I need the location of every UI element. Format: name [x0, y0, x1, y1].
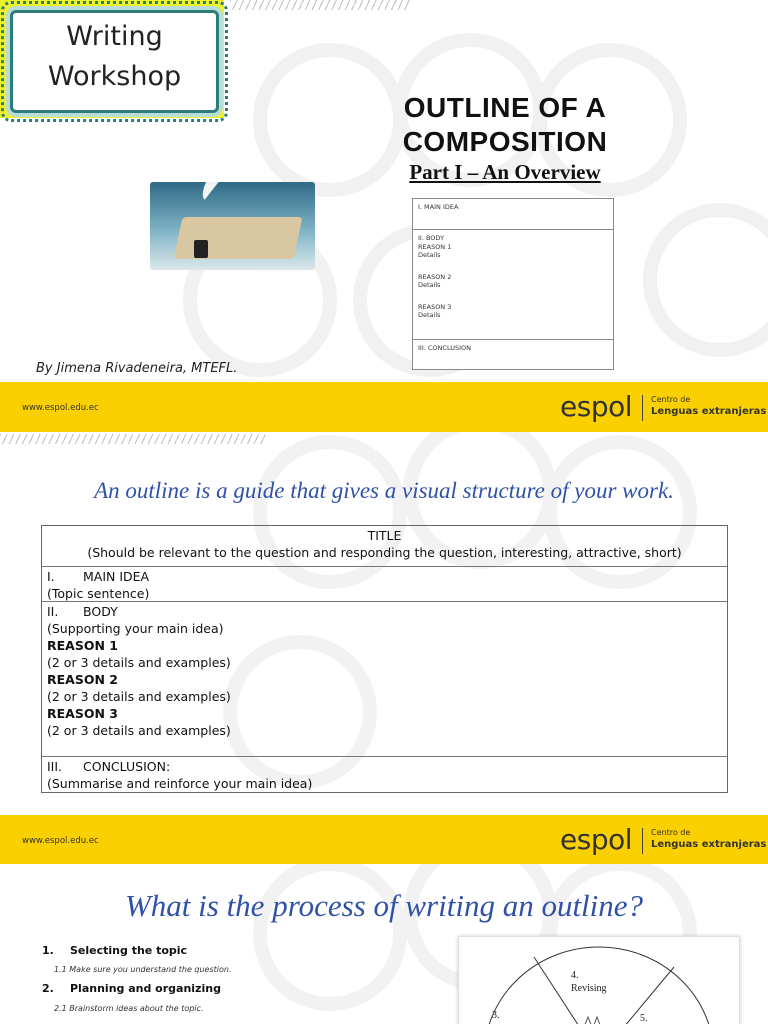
- slide-subtitle: Part I – An Overview: [409, 160, 601, 184]
- outline-template-table: [41, 525, 728, 793]
- diagram-label-3: 3.: [492, 1010, 500, 1021]
- reason-1-note: (2 or 3 details and examples): [47, 655, 231, 670]
- hatch-divider: [0, 434, 265, 444]
- badge-line-2: Workshop: [47, 61, 182, 92]
- logo-subtitle-1: Centro de: [651, 395, 691, 404]
- footer-url[interactable]: www.espol.edu.ec: [22, 836, 99, 846]
- badge-frame: [10, 10, 219, 113]
- slide-title-line-1: OUTLINE OF A: [403, 92, 607, 123]
- body-num: II.: [47, 604, 59, 619]
- mini-body-1: REASON 1: [418, 243, 452, 251]
- title-note: (Should be relevant to the question and responding the question, interesting, attractive, short): [87, 545, 682, 560]
- step-1-num: 1.: [42, 944, 54, 957]
- mini-body-5: REASON 3: [418, 303, 452, 311]
- diagram-label-4-num: 4.: [571, 970, 579, 981]
- step-1: [42, 944, 187, 957]
- main-idea-cell: [42, 567, 727, 602]
- author-credit: By Jimena Rivadeneira, MTEFL.: [36, 361, 238, 376]
- parchment-shape: [174, 217, 303, 259]
- hatch-divider: [230, 0, 410, 10]
- body-note: (Supporting your main idea): [47, 621, 224, 636]
- reason-2-note: (2 or 3 details and examples): [47, 689, 231, 704]
- main-idea-num: I.: [47, 569, 55, 584]
- main-idea-label: MAIN IDEA: [83, 569, 150, 584]
- footer-bar: [0, 382, 768, 432]
- quill-shape: [195, 182, 248, 200]
- step-2-num: 2.: [42, 982, 54, 995]
- mini-body-0: II. BODY: [418, 234, 445, 242]
- diagram-label-5: 5.: [640, 1013, 648, 1024]
- conclusion-cell: [42, 757, 727, 792]
- slide-writing-process: [0, 864, 768, 1024]
- quill-and-ink-image: [150, 182, 315, 270]
- process-heading: What is the process of writing an outline?: [124, 888, 644, 923]
- step-1-label: Selecting the topic: [70, 944, 188, 957]
- conclusion-num: III.: [47, 759, 63, 774]
- slide-title: [0, 0, 768, 432]
- outline-definition-heading: An outline is a guide that gives a visual structure of your work.: [94, 478, 674, 503]
- step-2: [42, 982, 221, 995]
- cycle-wheel: [459, 937, 739, 1024]
- reason-2-label: REASON 2: [47, 672, 118, 687]
- footer-bar: [0, 815, 768, 864]
- writing-process-cycle-diagram: [458, 936, 740, 1024]
- title-label: TITLE: [367, 528, 402, 543]
- step-2-label: Planning and organizing: [70, 982, 221, 995]
- inkwell-shape: [194, 240, 208, 258]
- espol-logo: espol: [560, 390, 632, 423]
- conclusion-note: (Summarise and reinforce your main idea): [47, 776, 313, 791]
- step-1-sub: 1.1 Make sure you understand the question.: [54, 965, 232, 974]
- reason-3-label: REASON 3: [47, 706, 118, 721]
- diagram-label-4: Revising: [571, 983, 607, 994]
- badge-line-1: Writing: [66, 21, 163, 52]
- mini-conclusion: III. CONCLUSION: [418, 344, 472, 352]
- step-2-sub: 2.1 Brainstorm ideas about the topic.: [54, 1004, 204, 1013]
- slide-title-line-2: COMPOSITION: [402, 126, 608, 157]
- writing-workshop-badge: [0, 0, 224, 118]
- main-idea-note: (Topic sentence): [47, 586, 150, 601]
- mini-body-2: Details: [418, 251, 441, 259]
- mini-main-idea: I. MAIN IDEA: [418, 203, 459, 211]
- mini-outline-thumbnail: [412, 198, 614, 370]
- logo-subtitle-1: Centro de: [651, 828, 691, 837]
- logo-subtitle-2: Lenguas extranjeras: [651, 839, 767, 850]
- mini-body-6: Details: [418, 311, 441, 319]
- footer-url[interactable]: www.espol.edu.ec: [22, 403, 99, 413]
- reason-3-note: (2 or 3 details and examples): [47, 723, 231, 738]
- logo-divider: [642, 828, 643, 854]
- espol-logo: espol: [560, 823, 632, 856]
- body-label: BODY: [83, 604, 118, 619]
- logo-divider: [642, 395, 643, 421]
- logo-subtitle-2: Lenguas extranjeras: [651, 406, 767, 417]
- conclusion-label: CONCLUSION:: [83, 759, 171, 774]
- body-cell: [42, 602, 727, 757]
- mini-body-4: Details: [418, 281, 441, 289]
- mini-body-3: REASON 2: [418, 273, 452, 281]
- reason-1-label: REASON 1: [47, 638, 118, 653]
- slide-outline-definition: [0, 432, 768, 864]
- title-cell: [42, 526, 727, 567]
